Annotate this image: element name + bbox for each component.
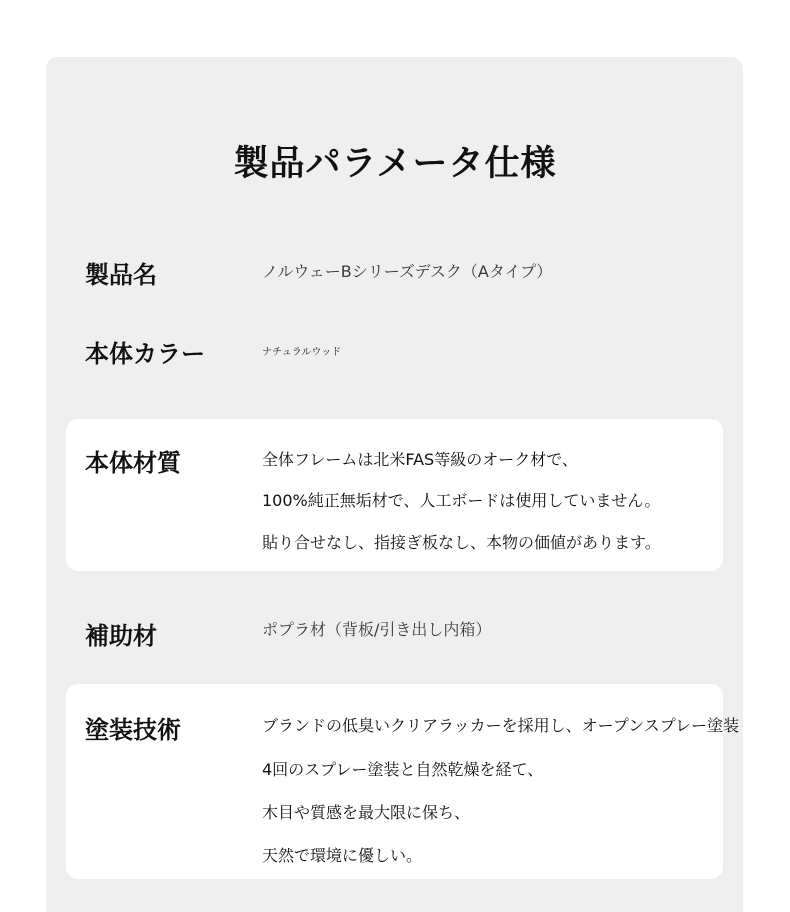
coating-line: 木目や質感を最大限に保ち、 bbox=[262, 803, 471, 822]
body-color-value: ナチュラルウッド bbox=[262, 347, 342, 358]
coating-line: 天然で環境に優しい。 bbox=[262, 846, 423, 865]
body-material-line: 全体フレームは北米FAS等級のオーク材で、 bbox=[262, 450, 578, 469]
coating-label: 塗装技術 bbox=[85, 716, 181, 744]
product-name-value: ノルウェーBシリーズデスク（Aタイプ） bbox=[262, 262, 553, 281]
body-color-label: 本体カラー bbox=[85, 340, 205, 368]
coating-line: ブランドの低臭いクリアラッカーを採用し、オープンスプレー塗装 bbox=[262, 716, 740, 735]
body-material-line: 貼り合せなし、指接ぎ板なし、本物の価値があります。 bbox=[262, 533, 661, 552]
product-name-label: 製品名 bbox=[85, 261, 157, 289]
body-material-label: 本体材質 bbox=[85, 449, 181, 477]
body-material-line: 100%純正無垢材で、人工ボードは使用していません。 bbox=[262, 491, 661, 510]
page-title: 製品パラメータ仕様 bbox=[233, 144, 557, 184]
coating-line: 4回のスプレー塗装と自然乾燥を経て、 bbox=[262, 760, 544, 779]
auxiliary-material-label: 補助材 bbox=[85, 622, 157, 650]
auxiliary-material-value: ポプラ材（背板/引き出し内箱） bbox=[262, 620, 492, 639]
